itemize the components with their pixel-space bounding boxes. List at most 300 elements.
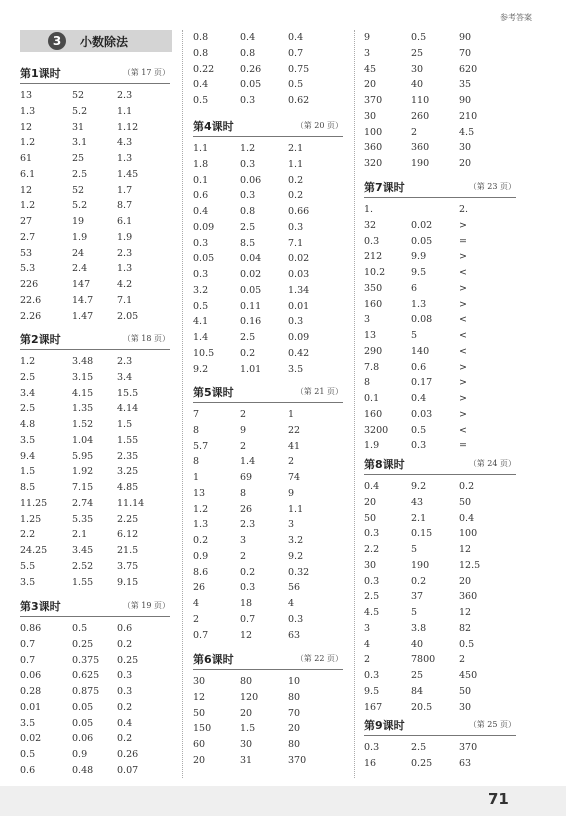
answer-cell: 2.5 — [364, 591, 380, 603]
answer-row — [20, 401, 170, 417]
answer-cell: 0.04 — [240, 253, 262, 265]
answer-cell: 7.15 — [72, 482, 94, 493]
answer-cell: 1.9 — [72, 231, 88, 243]
answer-cell: 4 — [364, 638, 371, 650]
answer-cell: 12 — [20, 184, 33, 196]
answer-row — [364, 574, 516, 590]
answer-cell: 26 — [193, 582, 206, 594]
answer-cell: 25 — [411, 670, 424, 681]
answer-cell: 370 — [364, 95, 383, 106]
answer-cell: 2 — [364, 654, 371, 666]
answer-cell: 20 — [193, 754, 206, 766]
answer-cell: 1.2 — [20, 200, 36, 212]
answer-row — [364, 542, 516, 558]
answer-cell: 63 — [459, 757, 472, 769]
answer-cell: 7.1 — [288, 237, 304, 249]
answer-cell: 4.85 — [117, 482, 139, 493]
answer-cell: 9.2 — [288, 550, 304, 562]
answer-cell: 1.5 — [240, 723, 256, 735]
answer-cell: 1.45 — [117, 168, 139, 180]
answer-cell: 0.3 — [240, 190, 256, 202]
section-header — [364, 716, 516, 736]
answer-cell: 0.4 — [240, 32, 256, 43]
answer-row — [20, 230, 170, 246]
answer-row — [20, 354, 170, 370]
answer-row — [20, 198, 170, 214]
answer-cell: 4.5 — [364, 607, 380, 618]
answer-cell: 10 — [288, 676, 301, 687]
answer-cell: 0.5 — [193, 300, 209, 312]
answer-cell: 370 — [288, 754, 307, 766]
answer-cell: 4.5 — [459, 126, 475, 138]
answer-cell: = — [459, 235, 467, 247]
answer-cell: 60 — [193, 739, 206, 750]
answer-cell: 0.7 — [193, 629, 209, 641]
answer-cell: 0.2 — [288, 174, 304, 186]
lesson-section — [193, 117, 343, 377]
answer-cell: 1.9 — [117, 231, 133, 243]
answer-cell: 18 — [240, 598, 253, 609]
answer-cell: 6.1 — [117, 216, 133, 227]
answer-row — [193, 486, 343, 502]
answer-cell: 8 — [364, 377, 371, 389]
section-page-ref: （第 19 页） — [122, 601, 170, 610]
answer-row — [20, 293, 170, 309]
answer-cell: 0.09 — [288, 332, 310, 343]
answer-row — [20, 716, 170, 732]
answer-cell: 0.2 — [240, 347, 256, 359]
lesson-section — [364, 455, 516, 715]
answer-cell: 1.9 — [364, 440, 380, 452]
answer-cell: 0.05 — [72, 717, 94, 729]
answer-cell: 82 — [459, 622, 472, 634]
answer-row — [20, 309, 170, 325]
answer-cell: 80 — [240, 676, 253, 687]
answer-row — [193, 236, 343, 252]
answer-cell: 290 — [364, 345, 383, 357]
answer-cell: 150 — [193, 723, 212, 735]
answer-cell: 4 — [288, 598, 295, 609]
answer-cell: 1.12 — [117, 121, 139, 133]
answer-cell: 20 — [288, 723, 301, 735]
answer-cell: 5 — [411, 607, 418, 618]
answer-row — [193, 690, 343, 706]
answer-cell: 0.86 — [20, 623, 42, 634]
answer-cell: > — [459, 361, 467, 373]
answer-cell: 0.02 — [240, 269, 262, 280]
answer-cell: 0.42 — [288, 347, 310, 359]
answer-cell: 30 — [240, 739, 253, 750]
section-title: 第5课时 — [193, 386, 234, 399]
answer-cell: 0.5 — [72, 623, 88, 634]
answer-row — [193, 423, 343, 439]
answer-cell: 147 — [72, 279, 91, 290]
answer-cell: 12 — [193, 691, 206, 703]
answer-cell: < — [459, 330, 467, 341]
answer-cell: 0.3 — [364, 528, 380, 540]
answer-cell: 450 — [459, 670, 478, 681]
answer-cell: 320 — [364, 158, 383, 169]
answer-cell: 260 — [411, 110, 430, 122]
answer-row — [193, 46, 343, 62]
answer-cell: 12 — [20, 121, 33, 133]
answer-row — [364, 756, 516, 772]
answer-cell: 0.3 — [193, 237, 209, 249]
answer-cell: 27 — [20, 216, 33, 227]
answer-cell: 9.9 — [411, 251, 427, 263]
answer-cell: 1.4 — [240, 456, 256, 468]
answer-cell: 50 — [364, 512, 377, 524]
answer-cell: 3.5 — [20, 576, 36, 588]
answer-cell: 2.1 — [72, 529, 88, 541]
answer-cell: 2.7 — [20, 231, 36, 243]
answer-cell: 13 — [364, 330, 377, 341]
answer-cell: 0.8 — [240, 206, 256, 217]
answer-cell: 0.62 — [288, 95, 310, 106]
answer-cell: 3.25 — [117, 466, 139, 478]
answer-cell: 20 — [459, 575, 472, 587]
answer-row — [364, 218, 516, 234]
answer-cell: 0.03 — [288, 269, 310, 280]
answer-row — [193, 612, 343, 628]
answer-cell: 0.25 — [72, 638, 94, 650]
answer-cell: 2.5 — [240, 332, 256, 343]
answer-row — [364, 668, 516, 684]
answer-cell: 30 — [193, 676, 206, 687]
column-divider — [182, 30, 184, 778]
answer-cell: 13 — [20, 90, 33, 101]
answer-row — [364, 328, 516, 344]
answer-cell: 0.7 — [20, 654, 36, 666]
answer-cell: 2.5 — [20, 371, 36, 383]
answer-cell: 0.6 — [117, 623, 133, 634]
answer-cell: 160 — [364, 408, 383, 420]
answer-cell: 31 — [240, 754, 253, 766]
answer-cell: 100 — [364, 126, 383, 138]
answer-row — [193, 362, 343, 378]
answer-cell: 2.35 — [117, 450, 139, 462]
answer-cell: 22 — [288, 424, 301, 436]
answer-cell: 8.5 — [240, 237, 256, 249]
answer-cell: 31 — [72, 121, 85, 133]
lesson-section — [364, 716, 516, 772]
answer-cell: 0.3 — [288, 221, 304, 233]
answer-cell: > — [459, 377, 467, 389]
answer-cell: 90 — [459, 95, 472, 106]
answer-row — [364, 605, 516, 621]
answer-cell: 2 — [193, 613, 200, 625]
answer-cell: 190 — [411, 559, 430, 571]
answer-cell: 3 — [364, 622, 371, 634]
answer-row — [20, 120, 170, 136]
section-header — [20, 597, 170, 617]
answer-cell: 10.2 — [364, 267, 386, 278]
answer-row — [20, 747, 170, 763]
answer-row — [364, 249, 516, 265]
answer-cell: 52 — [72, 184, 85, 196]
answer-cell: < — [459, 424, 467, 436]
answer-cell: 0.3 — [411, 440, 427, 452]
answer-row — [20, 621, 170, 637]
answer-row — [193, 565, 343, 581]
answer-row — [364, 93, 516, 109]
answer-cell: 1.7 — [117, 184, 133, 196]
answer-row — [20, 214, 170, 230]
answer-cell: 0.3 — [364, 670, 380, 681]
answer-row — [193, 580, 343, 596]
answer-cell: 0.3 — [364, 575, 380, 587]
answer-cell: 9.15 — [117, 576, 139, 588]
answer-cell: 20 — [459, 158, 472, 169]
answer-row — [193, 407, 343, 423]
answer-row — [364, 375, 516, 391]
answer-cell: 2.2 — [364, 544, 380, 555]
answer-cell: 30 — [459, 701, 472, 713]
answer-row — [193, 628, 343, 644]
answer-cell: 2.1 — [288, 143, 304, 154]
section-header — [20, 330, 170, 350]
answer-row — [364, 125, 516, 141]
answer-row — [20, 433, 170, 449]
answer-row — [193, 141, 343, 157]
answer-cell: 4 — [193, 598, 200, 609]
answer-cell: 1.1 — [117, 105, 133, 117]
answer-cell: 0.7 — [20, 638, 36, 650]
answer-row — [364, 344, 516, 360]
answer-cell: 1.55 — [117, 434, 139, 446]
answer-cell: 1.52 — [72, 419, 94, 430]
answer-cell: 0.4 — [288, 32, 304, 43]
answer-row — [193, 517, 343, 533]
answer-cell: 3.75 — [117, 560, 139, 572]
answer-cell: 1.8 — [193, 158, 209, 170]
answer-row — [364, 558, 516, 574]
chapter-title: 小数除法 — [80, 35, 129, 49]
answer-cell: 0.02 — [411, 219, 433, 231]
answer-row — [20, 653, 170, 669]
answer-cell: 1 — [288, 409, 295, 420]
answer-cell: 9 — [240, 424, 247, 436]
answer-cell: 0.1 — [193, 174, 209, 186]
answer-row — [193, 549, 343, 565]
answer-row — [20, 370, 170, 386]
answer-cell: > — [459, 219, 467, 231]
answer-cell: 11.14 — [117, 497, 145, 509]
answer-row — [20, 700, 170, 716]
section-header — [193, 117, 343, 137]
answer-cell: 0.16 — [240, 316, 262, 328]
answer-cell: 80 — [288, 691, 301, 703]
answer-cell: 4.15 — [72, 387, 94, 399]
answer-row — [193, 62, 343, 78]
answer-cell: 26 — [240, 503, 253, 515]
answer-cell: 226 — [20, 279, 39, 290]
answer-row — [20, 527, 170, 543]
answer-cell: 9.2 — [411, 481, 427, 492]
answer-row — [193, 596, 343, 612]
answer-row — [20, 449, 170, 465]
section-header — [364, 178, 516, 198]
answer-row — [364, 637, 516, 653]
answer-cell: 2.5 — [411, 742, 427, 753]
answer-cell: 1.3 — [193, 519, 209, 531]
answer-row — [364, 621, 516, 637]
answer-row — [364, 62, 516, 78]
answer-cell: 1.3 — [117, 263, 133, 275]
answer-row — [20, 684, 170, 700]
answer-cell: 0.06 — [72, 733, 94, 745]
answer-cell: 41 — [288, 440, 301, 452]
section-page-ref: （第 20 页） — [295, 121, 343, 130]
answer-cell: 40 — [411, 638, 424, 650]
answer-cell: 1.47 — [72, 310, 94, 322]
lesson-section — [20, 64, 170, 324]
answer-cell: 3 — [364, 314, 371, 326]
answer-cell: 25 — [411, 47, 424, 59]
answer-cell: 3.15 — [72, 371, 94, 383]
answer-cell: 0.07 — [117, 764, 139, 776]
answer-row — [364, 109, 516, 125]
answer-cell: 0.05 — [240, 284, 262, 296]
answer-cell: 1.2 — [20, 137, 36, 149]
answer-row — [20, 277, 170, 293]
answer-cell: 8 — [193, 424, 200, 436]
answer-cell: 0.32 — [288, 566, 310, 578]
answer-cell: 2.5 — [20, 403, 36, 415]
answer-cell: 7.8 — [364, 361, 380, 373]
answer-row — [193, 674, 343, 690]
answer-row — [364, 438, 516, 454]
section-title: 第4课时 — [193, 120, 234, 133]
answer-cell: 1.92 — [72, 466, 94, 478]
answer-cell: 0.75 — [288, 63, 310, 75]
answer-cell: 0.2 — [117, 701, 133, 713]
answer-cell: 2.3 — [240, 519, 256, 531]
answer-cell: 9 — [288, 487, 295, 499]
answer-row — [20, 668, 170, 684]
answer-cell: 9.4 — [20, 450, 36, 462]
page-number: 71 — [488, 790, 509, 808]
answer-row — [20, 151, 170, 167]
lesson-section — [20, 597, 170, 779]
answer-cell: 0.8 — [193, 32, 209, 43]
answer-cell: 3.48 — [72, 356, 94, 367]
answer-cell: 19 — [72, 216, 85, 227]
answer-cell: 3.1 — [72, 137, 88, 149]
answer-row — [193, 93, 343, 109]
answer-row — [20, 135, 170, 151]
answer-cell: 13 — [193, 487, 206, 499]
answer-row — [364, 479, 516, 495]
answer-cell: 14.7 — [72, 294, 94, 306]
answer-row — [364, 589, 516, 605]
answer-cell: 21.5 — [117, 545, 139, 556]
answer-cell: 50 — [459, 496, 472, 508]
answer-cell: 1.4 — [193, 332, 209, 343]
answer-cell: 360 — [411, 142, 430, 154]
answer-cell: 5.5 — [20, 560, 36, 572]
section-title: 第7课时 — [364, 181, 405, 194]
answer-cell: 30 — [364, 110, 377, 122]
answer-cell: 100 — [459, 528, 478, 540]
answer-cell: 24.25 — [20, 545, 48, 556]
answer-row — [193, 470, 343, 486]
section-page-ref: （第 25 页） — [468, 720, 516, 729]
answer-cell: 0.4 — [193, 206, 209, 217]
answer-cell: > — [459, 298, 467, 310]
answer-row — [193, 220, 343, 236]
answer-cell: 11.25 — [20, 497, 48, 509]
answer-cell: 5.7 — [193, 440, 209, 452]
answer-cell: 2 — [411, 126, 418, 138]
answer-cell: 70 — [288, 707, 301, 719]
answer-cell: 0.06 — [240, 174, 262, 186]
answer-row — [364, 391, 516, 407]
answer-cell: 0.5 — [193, 95, 209, 106]
lesson-section — [193, 383, 343, 643]
answer-cell: 3.5 — [20, 717, 36, 729]
answer-row — [193, 753, 343, 769]
answer-cell: 2 — [459, 654, 466, 666]
answer-cell: 43 — [411, 496, 424, 508]
answer-cell: 0.9 — [72, 749, 88, 760]
answer-cell: 10.5 — [193, 347, 215, 359]
chapter-number: 3 — [48, 32, 66, 50]
answer-cell: 5.2 — [72, 200, 88, 212]
answer-cell: 0.48 — [72, 764, 94, 776]
answer-cell: < — [459, 345, 467, 357]
answer-cell: 45 — [364, 63, 377, 75]
answer-cell: 0.08 — [411, 314, 433, 326]
answer-cell: 1.34 — [288, 284, 310, 296]
answer-cell: 0.4 — [459, 512, 475, 524]
answer-row — [364, 281, 516, 297]
answer-cell: 0.05 — [193, 253, 215, 265]
answer-row — [364, 265, 516, 281]
answer-cell: 1. — [364, 204, 374, 215]
answer-row — [193, 346, 343, 362]
answer-cell: > — [459, 282, 467, 294]
answer-cell: 6.1 — [20, 168, 36, 180]
answer-row — [364, 495, 516, 511]
answer-cell: 620 — [459, 63, 478, 75]
section-page-ref: （第 21 页） — [295, 387, 343, 396]
answer-cell: 0.8 — [240, 47, 256, 59]
answer-cell: 69 — [240, 472, 253, 483]
answer-row — [193, 267, 343, 283]
answer-row — [193, 737, 343, 753]
answer-row — [364, 46, 516, 62]
answer-cell: 0.2 — [240, 566, 256, 578]
answer-cell: 30 — [411, 63, 424, 75]
answer-cell: 0.3 — [364, 235, 380, 247]
answer-cell: 7800 — [411, 654, 436, 666]
answer-cell: 2.2 — [20, 529, 36, 541]
answer-cell: 9.5 — [411, 267, 427, 278]
section-page-ref: （第 17 页） — [122, 68, 170, 77]
answer-cell: 0.6 — [411, 361, 427, 373]
answer-cell: 7.1 — [117, 294, 133, 306]
answer-cell: 210 — [459, 110, 478, 122]
answer-cell: 9.2 — [193, 363, 209, 375]
answer-cell: 0.875 — [72, 686, 100, 697]
answer-cell: 0.2 — [411, 575, 427, 587]
answer-cell: 0.66 — [288, 206, 310, 217]
answer-cell: 32 — [364, 219, 377, 231]
answer-row — [193, 30, 343, 46]
answer-row — [20, 731, 170, 747]
answer-cell: 5.3 — [20, 263, 36, 275]
